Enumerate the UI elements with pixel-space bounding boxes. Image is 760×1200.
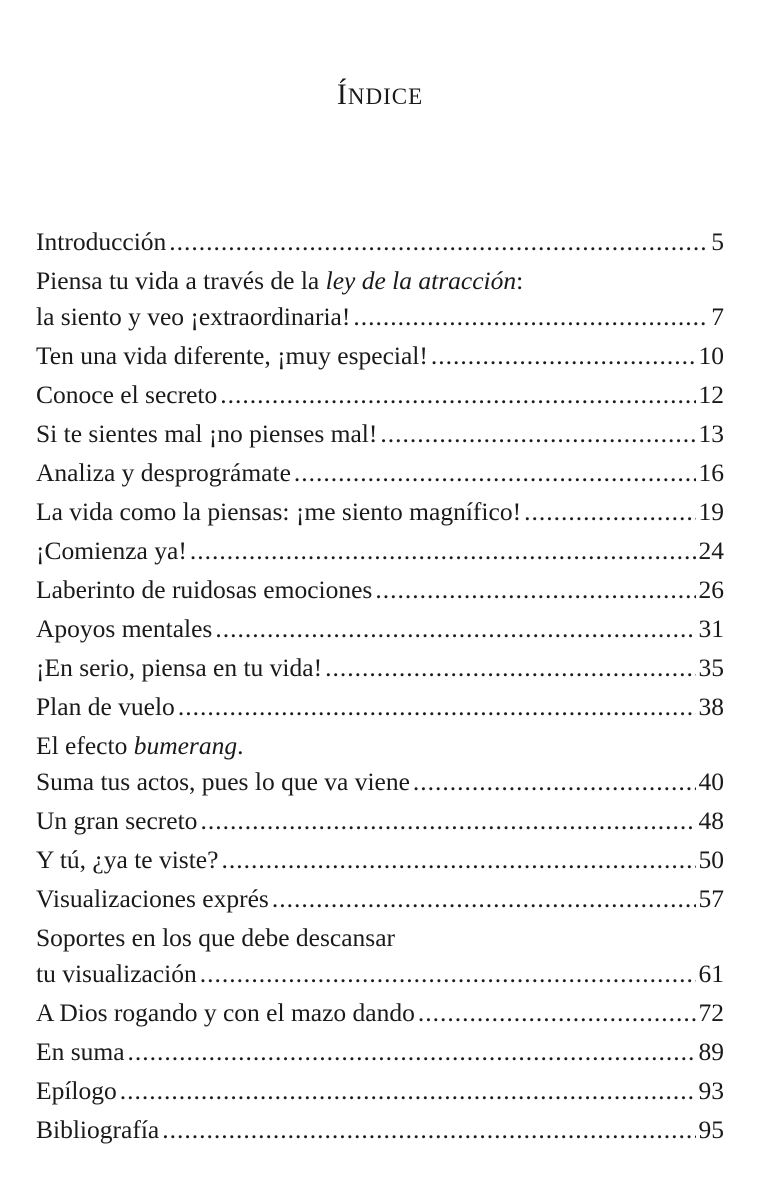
toc-entry-text: Visualizaciones exprés [36,884,269,913]
dot-leader [524,494,695,530]
dot-leader [375,572,695,608]
dot-leader [221,842,695,878]
table-of-contents [36,224,724,1151]
title-rest: NDICE [347,84,424,110]
toc-page-number: 72 [698,998,724,1027]
toc-page-number: 5 [711,227,724,256]
dot-leader [272,881,696,917]
toc-entry-row [36,803,724,839]
toc-entry-row [36,1073,724,1109]
dot-leader [128,1034,696,1070]
toc-entry-text: Bibliografía [36,1115,160,1144]
toc-entry [36,572,724,608]
toc-entry-title [36,611,212,647]
toc-entry [36,689,724,725]
toc-entry [36,728,724,800]
toc-entry-title [36,494,521,530]
toc-entry [36,995,724,1031]
toc-entry-row [36,1112,724,1148]
toc-page-number: 7 [711,302,724,331]
toc-entry-row [36,224,724,260]
toc-entry-row [36,533,724,569]
toc-entry-title [36,572,372,608]
toc-entry-text: En suma [36,1037,125,1066]
toc-entry [36,533,724,569]
toc-entry-text: . [237,731,244,760]
dot-leader [178,689,696,725]
toc-entry-title [36,416,377,452]
toc-page-number: 57 [698,884,724,913]
toc-entry-title [36,956,197,992]
toc-entry-text: Epílogo [36,1076,117,1105]
toc-entry [36,494,724,530]
toc-entry [36,803,724,839]
toc-entry-row [36,1034,724,1070]
dot-leader [200,803,695,839]
toc-entry-text: A Dios rogando y con el mazo dando [36,998,415,1027]
toc-entry-text: Soportes en los que debe descansar [36,923,396,952]
toc-entry-text: ¡En serio, piensa en tu vida! [36,653,323,682]
toc-page-number: 35 [698,653,724,682]
dot-leader [200,956,696,992]
toc-entry-row [36,416,724,452]
toc-entry-row [36,881,724,917]
toc-entry-title [36,533,187,569]
toc-entry-row [36,764,724,800]
toc-entry [36,263,724,335]
toc-entry-text: Plan de vuelo [36,692,175,721]
toc-page-number: 19 [698,497,724,526]
toc-entry-title [36,995,415,1031]
toc-entry-title [36,650,322,686]
toc-entry [36,416,724,452]
dot-leader [169,224,708,260]
toc-entry [36,338,724,374]
toc-entry-title [36,1112,159,1148]
toc-page-number: 16 [698,458,724,487]
toc-entry-title [36,338,428,374]
dot-leader [418,995,696,1031]
toc-entry-text: Ten una vida diferente, ¡muy especial! [36,341,428,370]
dot-leader [220,377,695,413]
toc-entry-row [36,338,724,374]
toc-entry-row [36,995,724,1031]
toc-page-number: 40 [698,767,724,796]
toc-entry-text: la siento y veo ¡extraordinaria! [36,302,351,331]
toc-page-number: 26 [698,575,724,604]
dot-leader [325,650,695,686]
dot-leader [294,455,696,491]
toc-entry-text: : [516,266,524,295]
toc-page-number: 13 [698,419,724,448]
toc-entry-row [36,299,724,335]
dot-leader [431,338,696,374]
toc-entry-text: Conoce el secreto [36,380,218,409]
toc-entry-text: tu visualización [36,959,197,988]
toc-entry-text: Piensa tu vida a través de la [36,266,326,295]
toc-entry [36,920,724,992]
toc-page-number: 31 [698,614,724,643]
toc-entry-text: Analiza y desprográmate [36,458,291,487]
toc-entry-row [36,956,724,992]
toc-entry-row [36,377,724,413]
dot-leader [215,611,695,647]
dot-leader [380,416,695,452]
dot-leader [190,533,696,569]
toc-entry-row [36,689,724,725]
toc-entry-text: ¡Comienza ya! [36,536,187,565]
toc-entry [36,881,724,917]
toc-entry [36,377,724,413]
toc-entry-title [36,803,197,839]
toc-page-number: 89 [698,1037,724,1066]
toc-entry-title [36,455,291,491]
toc-page-number: 12 [698,380,724,409]
toc-entry [36,650,724,686]
toc-entry-text: Introducción [36,227,167,256]
toc-entry-text: Un gran secreto [36,806,198,835]
toc-entry-title [36,881,269,917]
toc-entry [36,1034,724,1070]
toc-page-number: 61 [698,959,724,988]
toc-entry-row [36,650,724,686]
toc-entry [36,1112,724,1148]
toc-entry-row [36,572,724,608]
toc-entry-title [36,842,218,878]
toc-entry-text: Y tú, ¿ya te viste? [36,845,219,874]
toc-entry-row [36,611,724,647]
toc-page-number: 10 [698,341,724,370]
toc-entry-text: Laberinto de ruidosas emociones [36,575,373,604]
dot-leader [120,1073,696,1109]
toc-entry-text: Apoyos mentales [36,614,213,643]
toc-entry [36,224,724,260]
dot-leader [162,1112,695,1148]
toc-entry-title [36,1034,125,1070]
toc-entry-title [36,764,410,800]
toc-page-number: 48 [698,806,724,835]
toc-entry [36,842,724,878]
toc-entry-text: La vida como la piensas: ¡me siento magnífico! [36,497,522,526]
toc-entry-row [36,842,724,878]
toc-entry-title-line [36,728,724,764]
toc-entry-title-line [36,263,724,299]
toc-entry-title [36,689,175,725]
toc-entry-text: Suma tus actos, pues lo que va viene [36,767,410,796]
toc-entry-text: Si te sientes mal ¡no pienses mal! [36,419,378,448]
toc-page-number: 93 [698,1076,724,1105]
title-initial: Í [336,78,348,112]
toc-entry-row [36,494,724,530]
toc-page-number: 24 [698,536,724,565]
toc-entry-italic-text: ley de la atracción [325,266,517,295]
toc-entry [36,1073,724,1109]
toc-entry [36,455,724,491]
toc-entry-title [36,299,350,335]
page-title [0,78,760,112]
toc-entry-row [36,455,724,491]
toc-page-number: 95 [698,1115,724,1144]
dot-leader [413,764,696,800]
toc-page-number: 38 [698,692,724,721]
dot-leader [353,299,708,335]
toc-page-number: 50 [698,845,724,874]
toc-entry-title [36,1073,117,1109]
toc-entry-italic-text: bumerang [133,731,238,760]
toc-entry-title [36,377,217,413]
toc-entry [36,611,724,647]
toc-entry-title-line [36,920,724,956]
toc-entry-text: El efecto [36,731,134,760]
toc-entry-title [36,224,166,260]
